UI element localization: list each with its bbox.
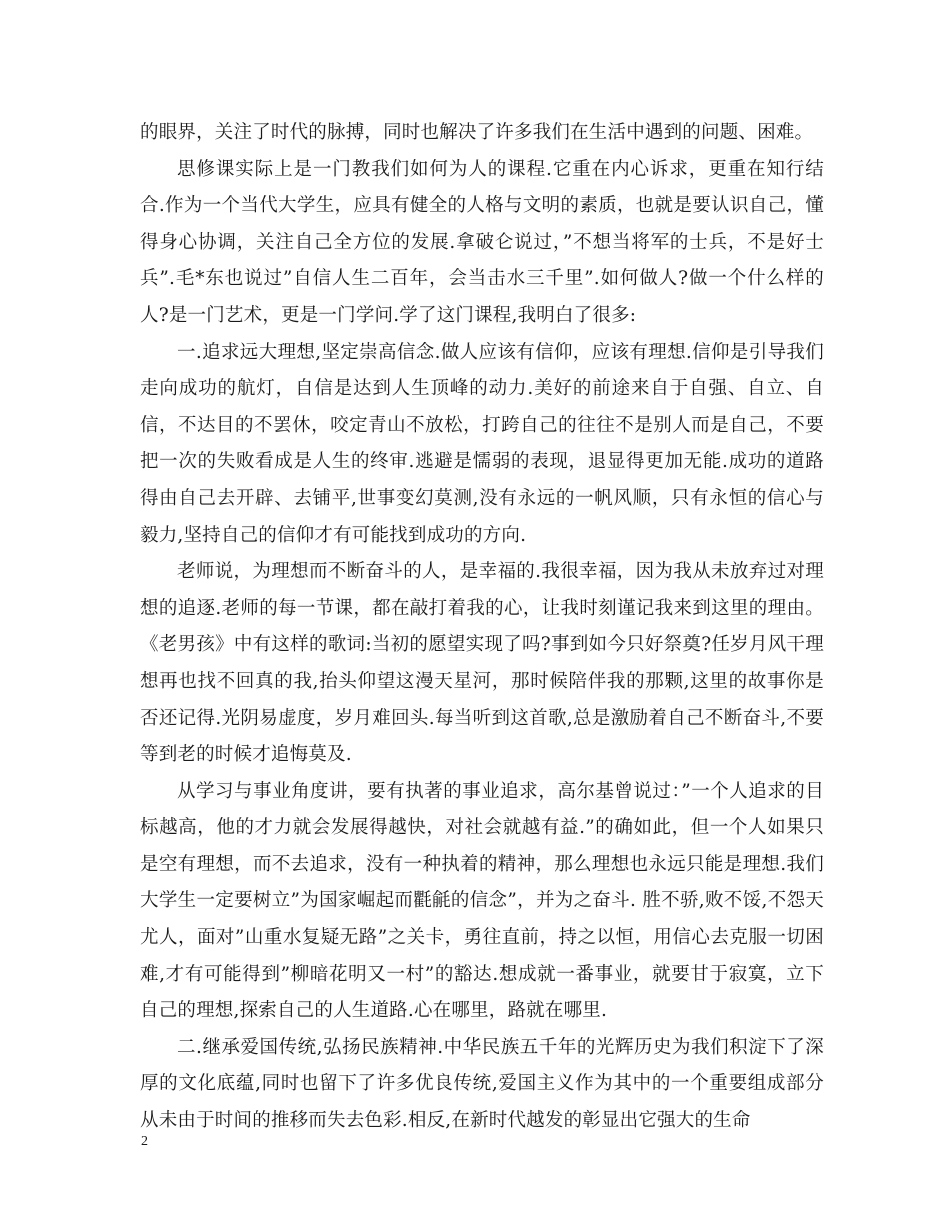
paragraph-ideals: 一.追求远大理想,坚定崇高信念.做人应该有信仰，应该有理想.信仰是引导我们走向成功的航灯，自信是达到人生顶峰的动力.美好的前途来自于自强、自立、自信，不达目的不罢休，咬定青山不放松，打跨自己的往往不是别人而是自己，不要把一次的失败看成是人生的终审.逃避是懦弱的表现，退显得更加无能.成功的道路得由自己去开辟、去铺平,世事变幻莫测,没有永远的一帆风顺，只有永恒的信心与毅力,坚持自己的信仰才有可能找到成功的方向. — [140, 341, 824, 546]
document-body — [140, 115, 824, 1140]
page-number: 2 — [141, 1134, 148, 1149]
paragraph-continuation: 的眼界，关注了时代的脉搏，同时也解决了许多我们在生活中遇到的问题、困难。 — [140, 122, 814, 143]
paragraph-career: 从学习与事业角度讲，要有执著的事业追求，高尔基曾说过：”一个人追求的目标越高，他的才力就会发展得越快，对社会就越有益.”的确如此，但一个人如果只是空有理想，而不去追求，没有一种执着的精神，那么理想也永远只能是理想.我们大学生一定要树立”为国家崛起而氍毹的信念”，并为之奋斗. 胜不骄,败不馁,不怨天尤人，面对”山重水复疑无路”之关卡，勇往直前，持之以恒，用信心去克服一切困难,才有可能得到”柳暗花明又一村”的豁达.想成就一番事业，就要甘于寂寞，立下自己的理想,探索自己的人生道路.心在哪里，路就在哪里. — [140, 780, 824, 1022]
paragraph-teacher: 老师说，为理想而不断奋斗的人，是幸福的.我很幸福，因为我从未放弃过对理想的追逐.老师的每一节课，都在敲打着我的心，让我时刻谨记我来到这里的理由。《老男孩》中有这样的歌词:当初的愿望实现了吗?事到如今只好祭奠?任岁月风干理想再也找不回真的我,抬头仰望这漫天星河，那时候陪伴我的那颗,这里的故事你是否还记得.光阴易虚度，岁月难回头.每当听到这首歌,总是激励着自己不断奋斗,不要等到老的时候才追悔莫及. — [140, 561, 824, 766]
paragraph-patriotism: 二.继承爱国传统,弘扬民族精神.中华民族五千年的光辉历史为我们积淀下了深厚的文化底蕴,同时也留下了许多优良传统,爱国主义作为其中的一个重要组成部分从未由于时间的推移而失去色彩.相反,在新时代越发的彰显出它强大的生命 — [140, 1036, 824, 1132]
paragraph-course-intro: 思修课实际上是一门教我们如何为人的课程.它重在内心诉求，更重在知行结合.作为一个当代大学生，应具有健全的人格与文明的素质，也就是要认识自己，懂得身心协调，关注自己全方位的发展.拿破仑说过，”不想当将军的士兵，不是好士兵”.毛*东也说过”自信人生二百年，会当击水三千里”.如何做人?做一个什么样的人?是一门艺术，更是一门学问.学了这门课程,我明白了很多: — [140, 158, 824, 326]
